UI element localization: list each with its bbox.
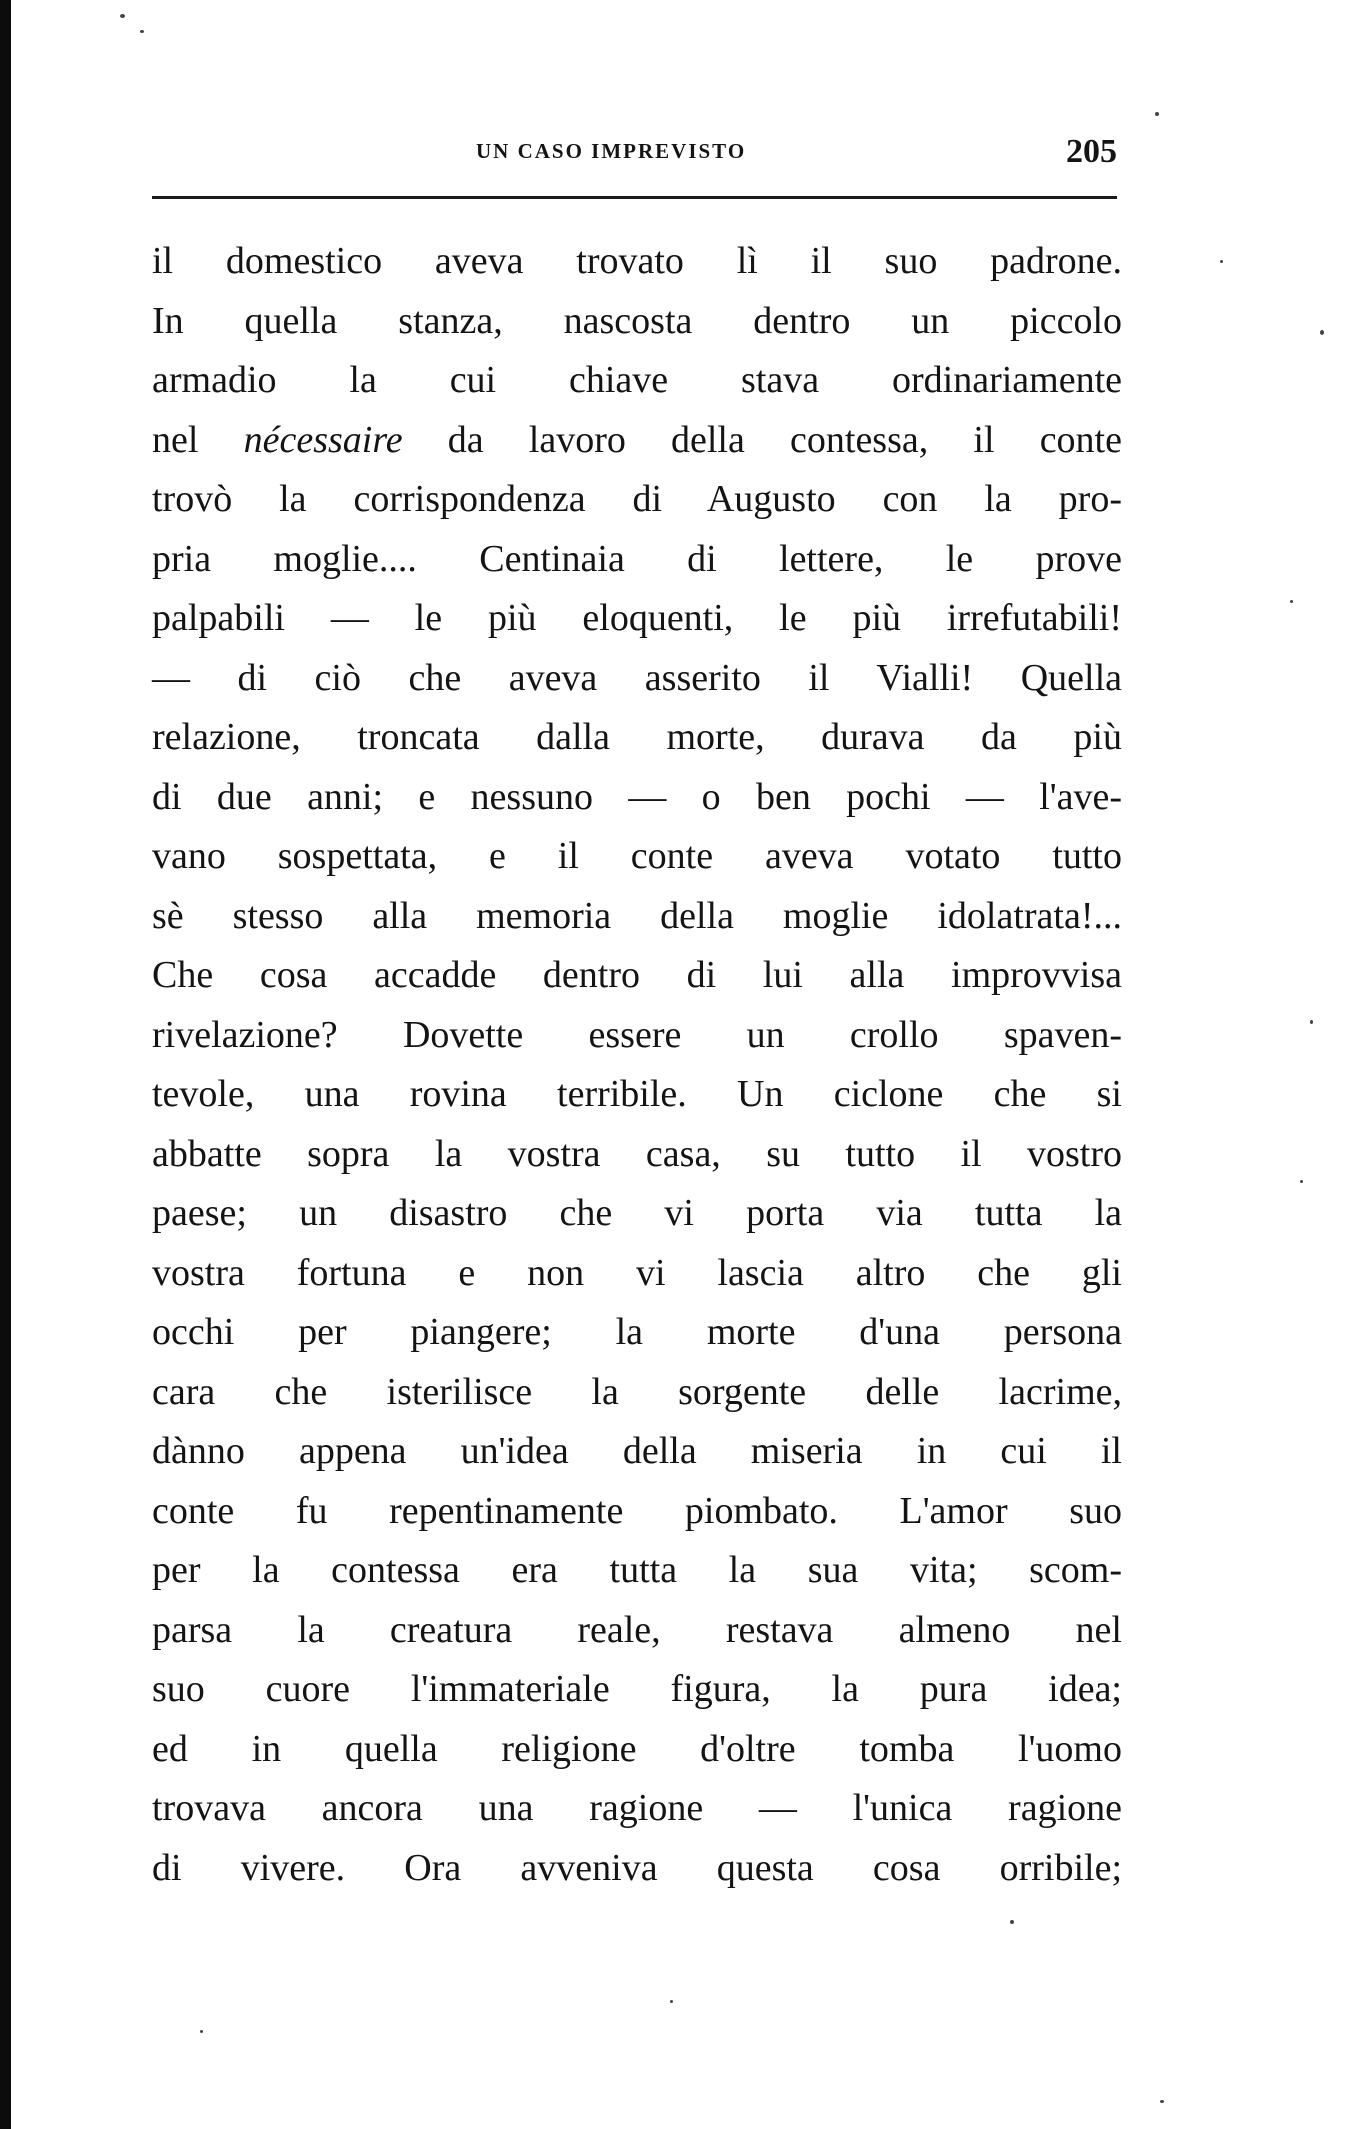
text-line: armadio la cui chiave stava ordinariamente: [152, 359, 1122, 401]
text-line: In quella stanza, nascosta dentro un piccolo: [152, 299, 1122, 342]
text-line: di due anni; e nessuno — o ben pochi — l'ave-: [152, 775, 1122, 818]
scan-speck: [1310, 1020, 1313, 1024]
page-number: 205: [1066, 133, 1117, 170]
text-line: vostra fortuna e non vi lascia altro che gli: [152, 1251, 1122, 1294]
page-binding-edge: [0, 0, 11, 2129]
running-title: UN CASO IMPREVISTO: [476, 139, 747, 163]
text-line: cara che isterilisce la sorgente delle lacrime,: [152, 1370, 1122, 1413]
scan-speck: [1220, 260, 1223, 263]
text-line: il domestico aveva trovato lì il suo padrone.: [152, 240, 1122, 282]
scan-speck: [120, 14, 125, 18]
text-line: Che cosa accadde dentro di lui alla improvvisa: [152, 954, 1122, 996]
text-line: palpabili — le più eloquenti, le più irrefutabili!: [152, 597, 1122, 639]
scan-speck: [1290, 600, 1293, 603]
scan-speck: [1010, 1920, 1014, 1924]
text-line: [152, 411, 1122, 471]
scan-speck: [140, 30, 144, 33]
scan-speck: [670, 2000, 673, 2003]
scan-speck: [200, 2030, 203, 2033]
text-segment: da lavoro della contessa, il conte: [402, 418, 1122, 461]
italic-term: nécessaire: [243, 418, 403, 461]
text-line: paese; un disastro che vi porta via tutta la: [152, 1192, 1122, 1234]
text-line: abbatte sopra la vostra casa, su tutto il vostro: [152, 1132, 1122, 1175]
text-segment: nel: [152, 418, 244, 461]
scan-speck: [1300, 1180, 1303, 1183]
text-line: suo cuore l'immateriale figura, la pura idea;: [152, 1668, 1122, 1710]
text-line: per la contessa era tutta la sua vita; scom-: [152, 1549, 1122, 1591]
scan-speck: [1155, 112, 1159, 116]
text-line: pria moglie.... Centinaia di lettere, le prove: [152, 537, 1122, 580]
text-line last: di vivere. Ora avveniva questa cosa orribile;: [152, 1846, 1122, 1889]
text-line: relazione, troncata dalla morte, durava da più: [152, 716, 1122, 758]
text-line: parsa la creatura reale, restava almeno nel: [152, 1608, 1122, 1651]
header-rule: [152, 196, 1117, 199]
text-line: sè stesso alla memoria della moglie idolatrata!...: [152, 894, 1122, 937]
text-line: rivelazione? Dovette essere un crollo spaven-: [152, 1013, 1122, 1056]
text-line: — di ciò che aveva asserito il Vialli! Quella: [152, 656, 1122, 699]
text-line: trovava ancora una ragione — l'unica ragione: [152, 1787, 1122, 1829]
page-header: [152, 133, 1117, 203]
text-line: conte fu repentinamente piombato. L'amor suo: [152, 1489, 1122, 1532]
text-line: vano sospettata, e il conte aveva votato tutto: [152, 835, 1122, 877]
text-line: occhi per piangere; la morte d'una persona: [152, 1311, 1122, 1353]
text-line: dànno appena un'idea della miseria in cui il: [152, 1430, 1122, 1472]
text-line: trovò la corrispondenza di Augusto con la pro-: [152, 478, 1122, 520]
text-line: ed in quella religione d'oltre tomba l'uomo: [152, 1727, 1122, 1770]
scan-speck: [1160, 2100, 1164, 2103]
body-text: [152, 232, 1122, 1898]
scan-speck: [1320, 330, 1324, 335]
text-line: tevole, una rovina terribile. Un ciclone che si: [152, 1073, 1122, 1115]
